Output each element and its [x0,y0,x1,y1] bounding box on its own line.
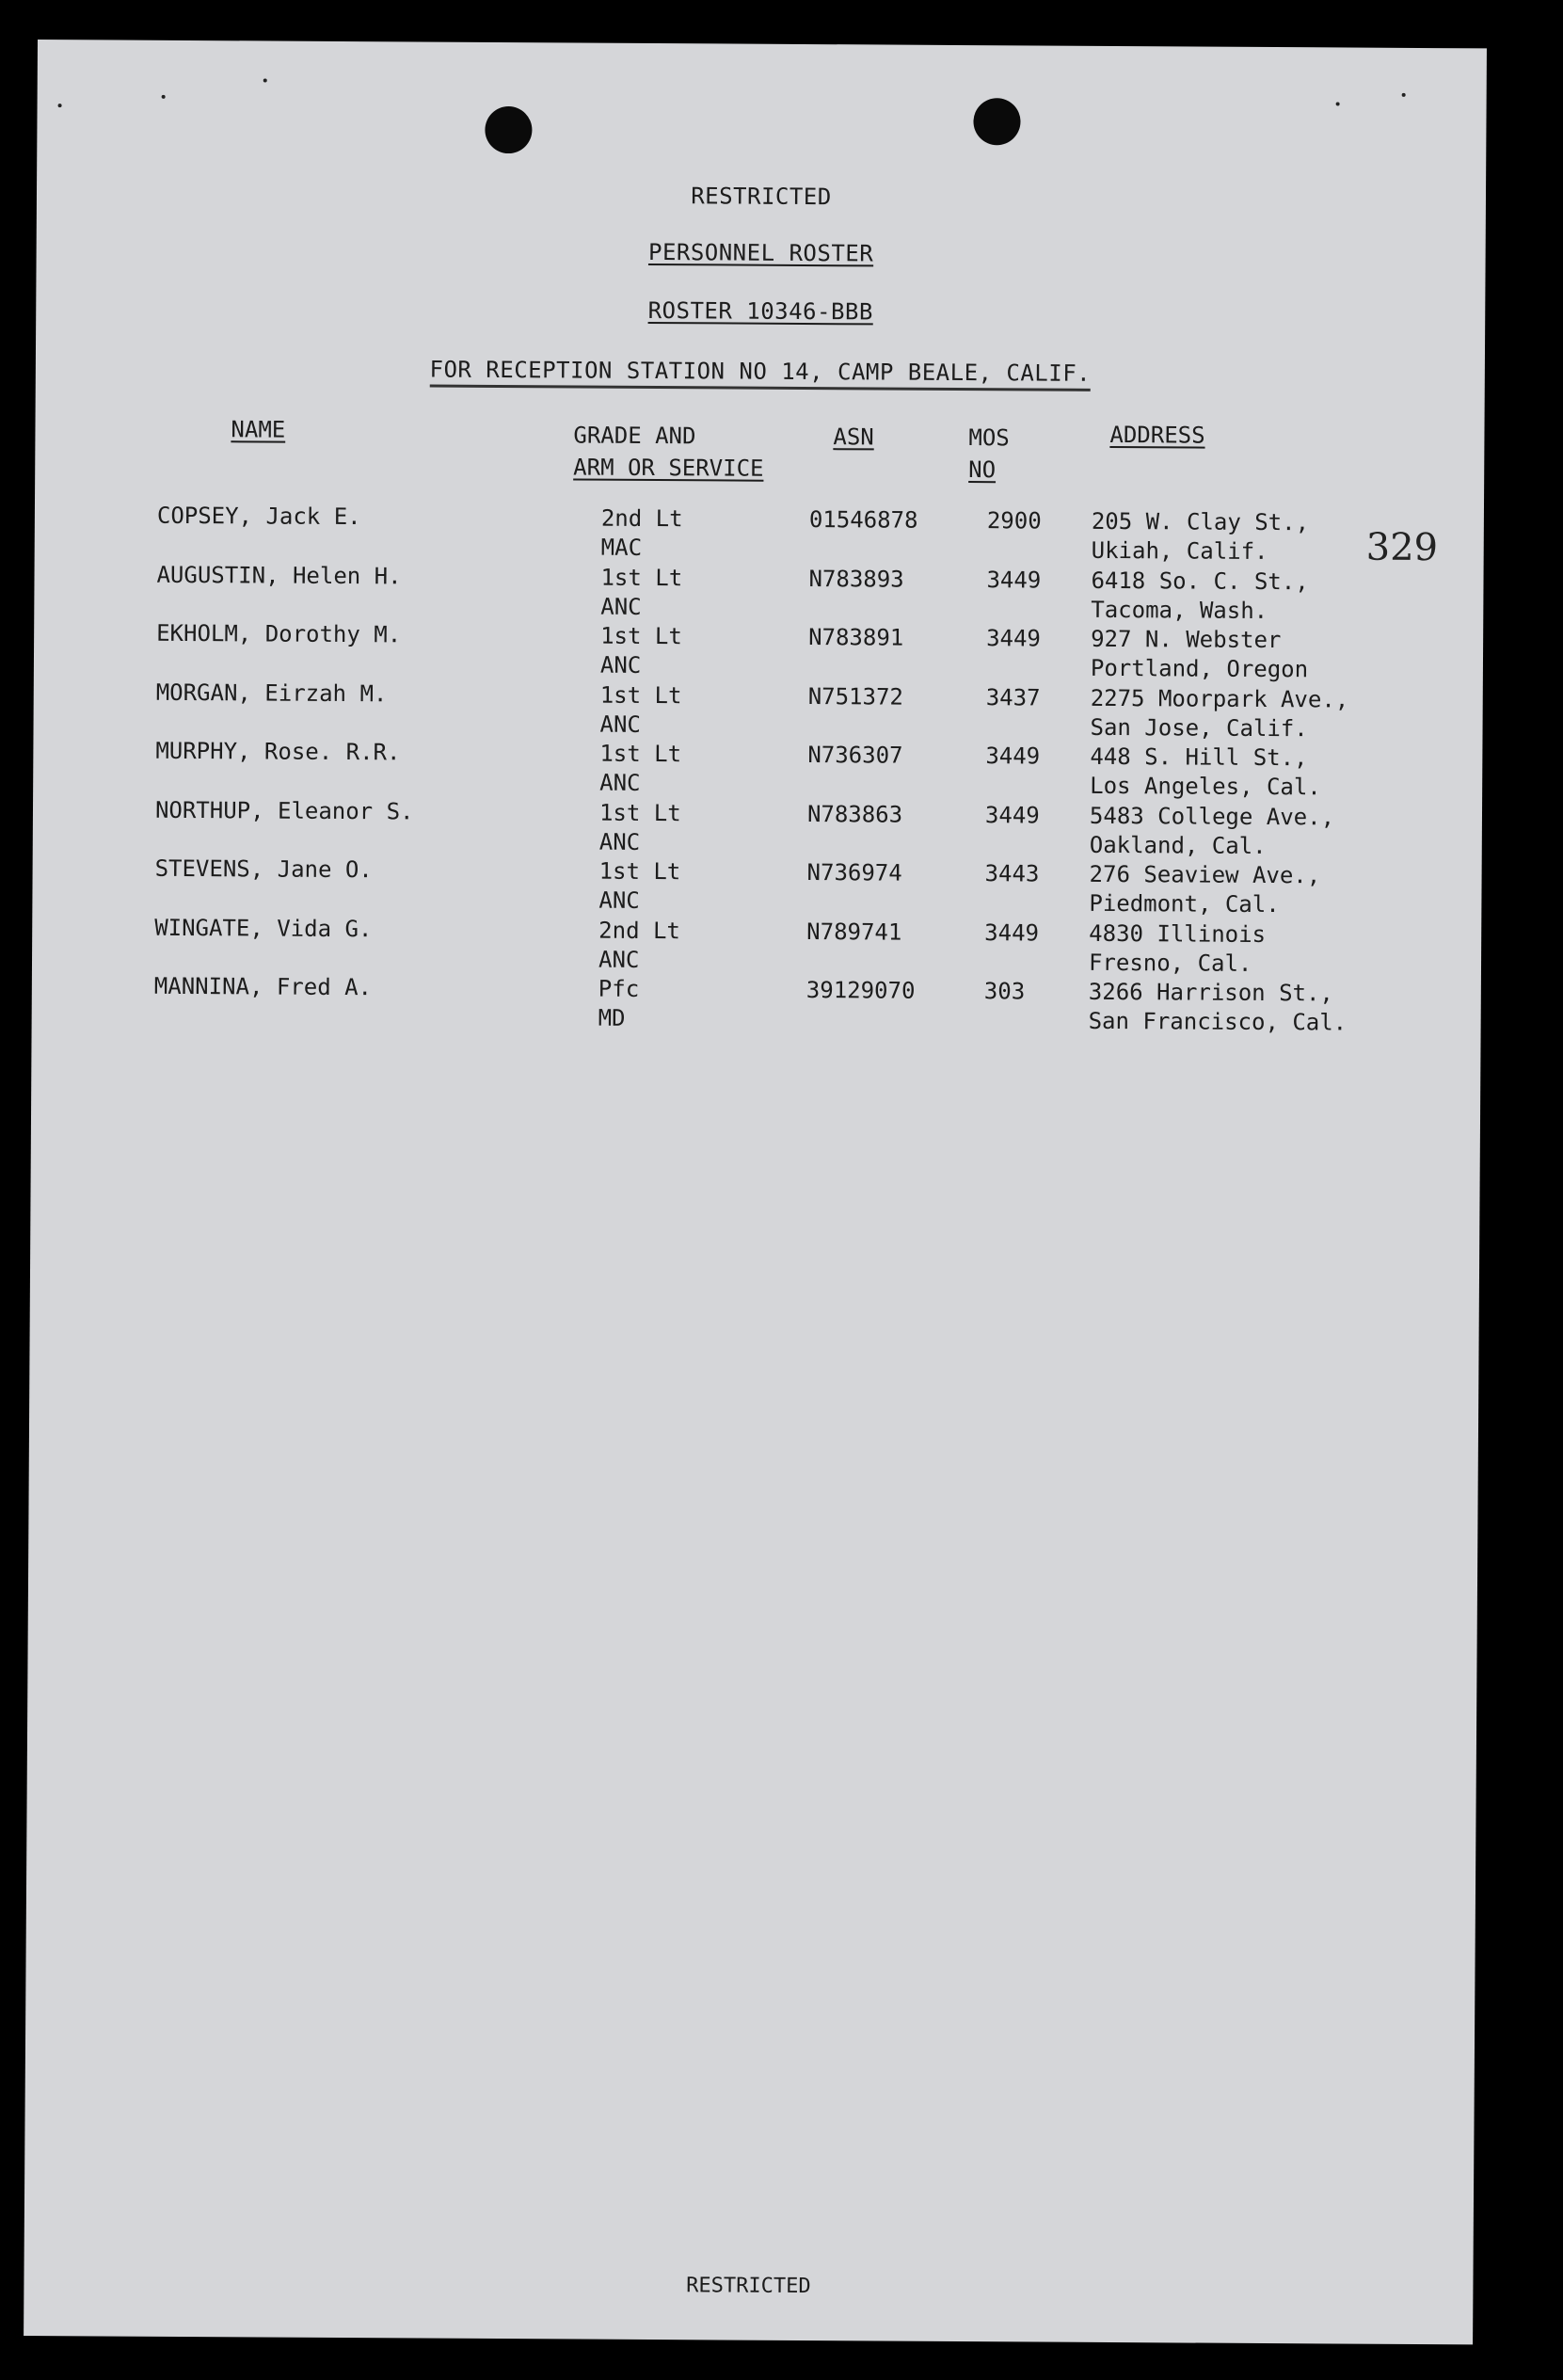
speck [162,95,166,99]
grade: 1st Lt [600,564,683,591]
address-line2: San Francisco, Cal. [1088,1007,1348,1036]
grade-service [599,680,681,740]
person-name: EKHOLM, Dorothy M. [156,619,402,648]
grade: 1st Lt [600,622,682,650]
classification-top: RESTRICTED [691,183,832,211]
address [1089,860,1320,919]
col-grade-header-line1: GRADE AND [573,422,696,450]
col-mos-header [968,422,1010,486]
table-row [32,854,1481,920]
address-line1: 6418 So. C. St., [1091,567,1309,595]
address-line1: 276 Seaview Ave., [1089,860,1321,889]
address [1090,743,1321,802]
speck [58,104,62,107]
table-row [33,794,1482,861]
grade: 1st Lt [599,681,682,709]
col-asn-header: ASN [833,423,874,451]
address-line1: 4830 Illinois [1089,919,1267,948]
grade-service [598,916,680,975]
asn: 01546878 [808,506,918,534]
address-line2: Ukiah, Calif. [1091,536,1268,565]
grade-service [599,798,681,857]
col-address-header: ADDRESS [1109,421,1205,449]
grade: Pfc [598,975,640,1002]
mos-number: 2900 [986,507,1042,535]
address [1090,683,1348,743]
grade: 1st Lt [599,740,682,768]
address [1090,801,1334,861]
document-page [24,40,1487,2344]
address-line1: 927 N. Webster [1091,625,1282,654]
address-line2: Oakland, Cal. [1089,831,1267,859]
table-row [34,618,1483,685]
mos-number: 3437 [985,683,1041,711]
person-name: STEVENS, Jane O. [154,855,373,884]
grade-service [599,740,681,799]
address-line1: 448 S. Hill St., [1090,743,1308,772]
address-line1: 2275 Moorpark Ave., [1090,684,1349,713]
service: ANC [598,887,640,914]
grade: 2nd Lt [600,504,683,533]
address-line1: 3266 Harrison St., [1088,978,1334,1007]
person-name: MORGAN, Eirzah M. [155,679,388,707]
address-line2: Piedmont, Cal. [1089,889,1280,918]
asn: N736974 [806,859,902,887]
col-grade-header [573,419,764,484]
document-title-text: PERSONNEL ROSTER [647,238,874,267]
service: ANC [599,711,642,738]
service: ANC [599,769,641,796]
table-row [32,971,1481,1038]
address-line1: 205 W. Clay St., [1091,507,1310,536]
address [1089,978,1348,1038]
grade: 1st Lt [598,799,681,826]
asn: 39129070 [805,977,916,1004]
address [1091,625,1309,684]
col-grade-header-line2: ARM OR SERVICE [573,454,764,482]
address-line2: Fresno, Cal. [1088,949,1252,977]
mos-number: 303 [983,978,1026,1005]
person-name: MURPHY, Rose. R.R. [155,737,401,766]
asn: N789741 [806,918,902,946]
service: MD [598,1004,626,1031]
asn: N736307 [807,742,903,769]
table-row [32,912,1481,979]
grade-service [601,504,683,564]
roster-number [36,294,1485,328]
mos-number: 3443 [984,860,1040,887]
service: ANC [598,946,640,973]
speck [1336,102,1340,105]
station-line [36,354,1485,389]
col-name-header: NAME [231,416,286,443]
mos-number: 3449 [984,918,1040,947]
person-name: COPSEY, Jack E. [156,502,361,531]
grade-service [598,975,640,1033]
grade-service [598,857,680,917]
table-row [35,501,1484,570]
table-row [34,559,1483,626]
table-row [33,736,1482,803]
address-line1: 5483 College Ave., [1089,802,1335,830]
asn: N783891 [808,624,904,651]
person-name: NORTHUP, Eleanor S. [154,796,414,824]
table-row [33,677,1482,743]
address-line2: Tacoma, Wash. [1091,596,1268,624]
service: ANC [600,593,642,620]
person-name: MANNINA, Fred A. [153,972,373,1001]
mos-number: 3449 [985,743,1041,770]
address-line2: Los Angeles, Cal. [1090,772,1321,801]
asn: N783863 [806,800,903,828]
speck [263,78,267,82]
col-mos-header-line2: NO [968,456,997,484]
station-line-text: FOR RECEPTION STATION NO 14, CAMP BEALE, CALIF. [429,357,1091,391]
roster-number-text: ROSTER 10346-BBB [647,296,873,326]
grade-service [600,563,682,622]
address [1089,918,1266,978]
address-line2: San Jose, Calif. [1090,713,1308,742]
classification-bottom: RESTRICTED [686,2274,811,2299]
service: ANC [598,828,641,855]
address-line2: Portland, Oregon [1090,654,1309,683]
mos-number: 3449 [984,801,1040,829]
page-number: 329 [1365,525,1439,570]
punch-hole-left [485,106,532,153]
asn: N783893 [808,565,904,593]
speck [1402,93,1406,97]
document-title [37,235,1486,270]
service: ANC [599,651,642,679]
mos-number: 3449 [986,625,1042,652]
grade: 1st Lt [598,857,681,886]
grade: 2nd Lt [598,917,681,944]
punch-hole-right [973,98,1020,145]
asn: N751372 [807,682,903,711]
service: MAC [600,534,643,561]
person-name: AUGUSTIN, Helen H. [156,561,402,589]
grade-service [600,622,682,681]
address [1092,507,1310,567]
address [1091,566,1309,625]
person-name: WINGATE, Vida G. [154,914,373,942]
col-mos-header-line1: MOS [968,424,1010,452]
mos-number: 3449 [986,566,1042,594]
